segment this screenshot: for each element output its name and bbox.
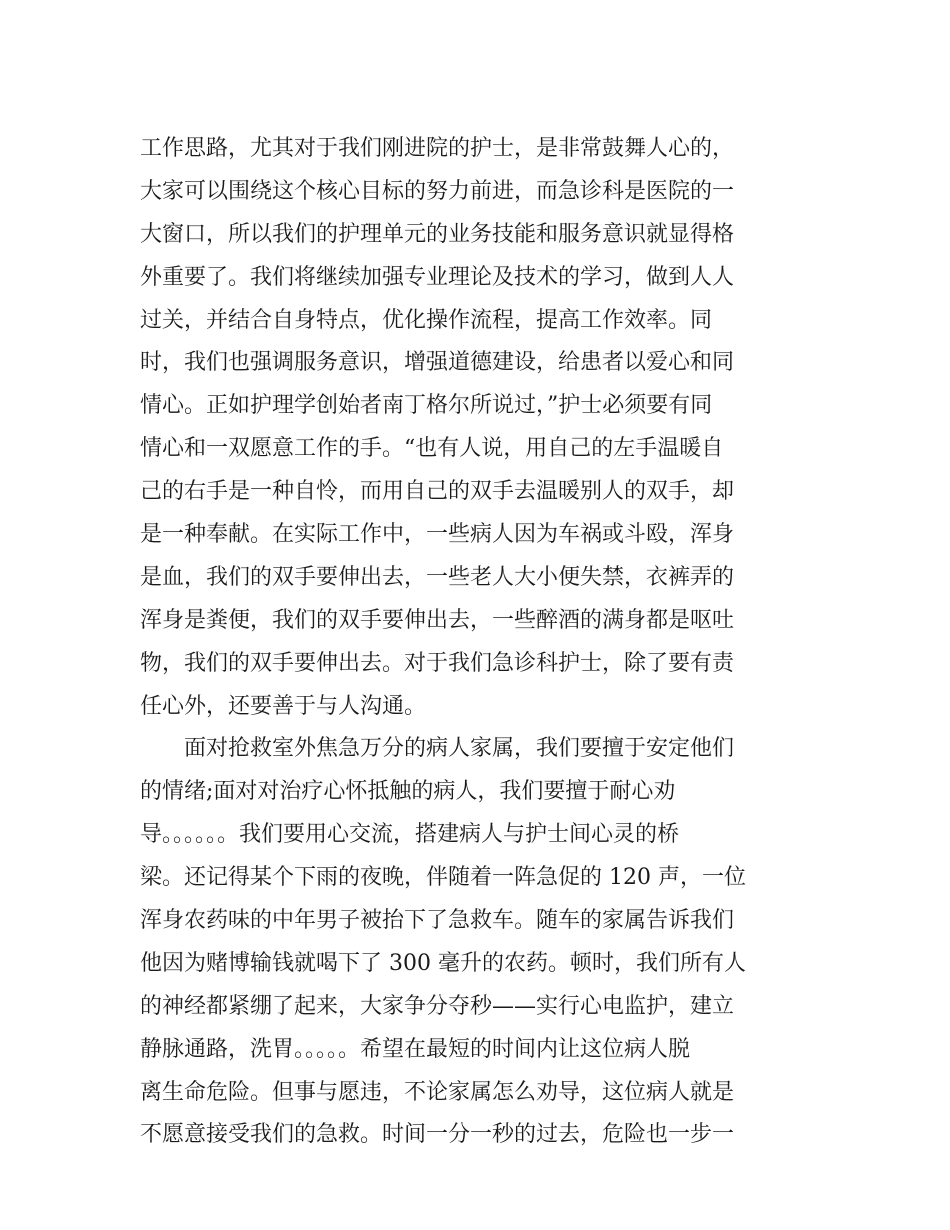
text-line: 静脉通路，洗胃。。。。。希望在最短的时间内让这位病人脱: [140, 1036, 691, 1062]
text-line: 时，我们也强调服务意识，增强道德建设，给患者以爱心和同: [140, 350, 735, 376]
text-line: 是一种奉献。在实际工作中，一些病人因为车祸或斗殴，浑身: [140, 522, 735, 548]
text-line: 的情绪;面对对治疗心怀抵触的病人，我们要擅于耐心劝: [140, 779, 676, 805]
text-line: 外重要了。我们将继续加强专业理论及技术的学习，做到人人: [140, 264, 735, 290]
text-line: 导。。。。。。我们要用心交流，搭建病人与护士间心灵的桥: [140, 822, 680, 848]
text-line: 离生命危险。但事与愿违，不论家属怎么劝导，这位病人就是: [140, 1079, 735, 1105]
text-line: 浑身农药味的中年男子被抬下了急救车。随车的家属告诉我们: [140, 908, 735, 934]
text-line: 任心外，还要善于与人沟通。: [140, 693, 427, 719]
text-line: 梁。还记得某个下雨的夜晚，伴随着一阵急促的 120 声，一位: [140, 865, 746, 891]
text-line: 情心和一双愿意工作的手。“也有人说，用自己的左手温暖自: [140, 436, 724, 462]
text-line: 大家可以围绕这个核心目标的努力前进，而急诊科是医院的一: [140, 178, 735, 204]
text-line: 浑身是粪便，我们的双手要伸出去，一些醉酒的满身都是呕吐: [140, 607, 735, 633]
paragraph-start-line: 面对抢救室外焦急万分的病人家属，我们要擅于安定他们: [140, 736, 735, 762]
text-line: 工作思路，尤其对于我们刚进院的护士，是非常鼓舞人心的，: [140, 136, 735, 161]
body-text: [140, 128, 820, 1157]
text-line: 情心。正如护理学创始者南丁格尔所说过，”护士必须要有同: [140, 393, 713, 419]
text-line: 的神经都紧绷了起来，大家争分夺秒——实行心电监护，建立: [140, 993, 735, 1019]
text-line: 己的右手是一种自怜，而用自己的双手去温暖别人的双手，却: [140, 479, 735, 505]
text-line: 过关，并结合自身特点，优化操作流程，提高工作效率。同: [140, 307, 713, 333]
text-line: 是血，我们的双手要伸出去，一些老人大小便失禁，衣裤弄的: [140, 564, 735, 590]
text-line: 不愿意接受我们的急救。时间一分一秒的过去，危险也一步一: [140, 1122, 735, 1148]
text-line: 物，我们的双手要伸出去。对于我们急诊科护士，除了要有责: [140, 650, 735, 676]
text-line: 大窗口，所以我们的护理单元的业务技能和服务意识就显得格: [140, 221, 735, 247]
text-line: 他因为赌博输钱就喝下了 300 毫升的农药。顿时，我们所有人: [140, 950, 746, 976]
